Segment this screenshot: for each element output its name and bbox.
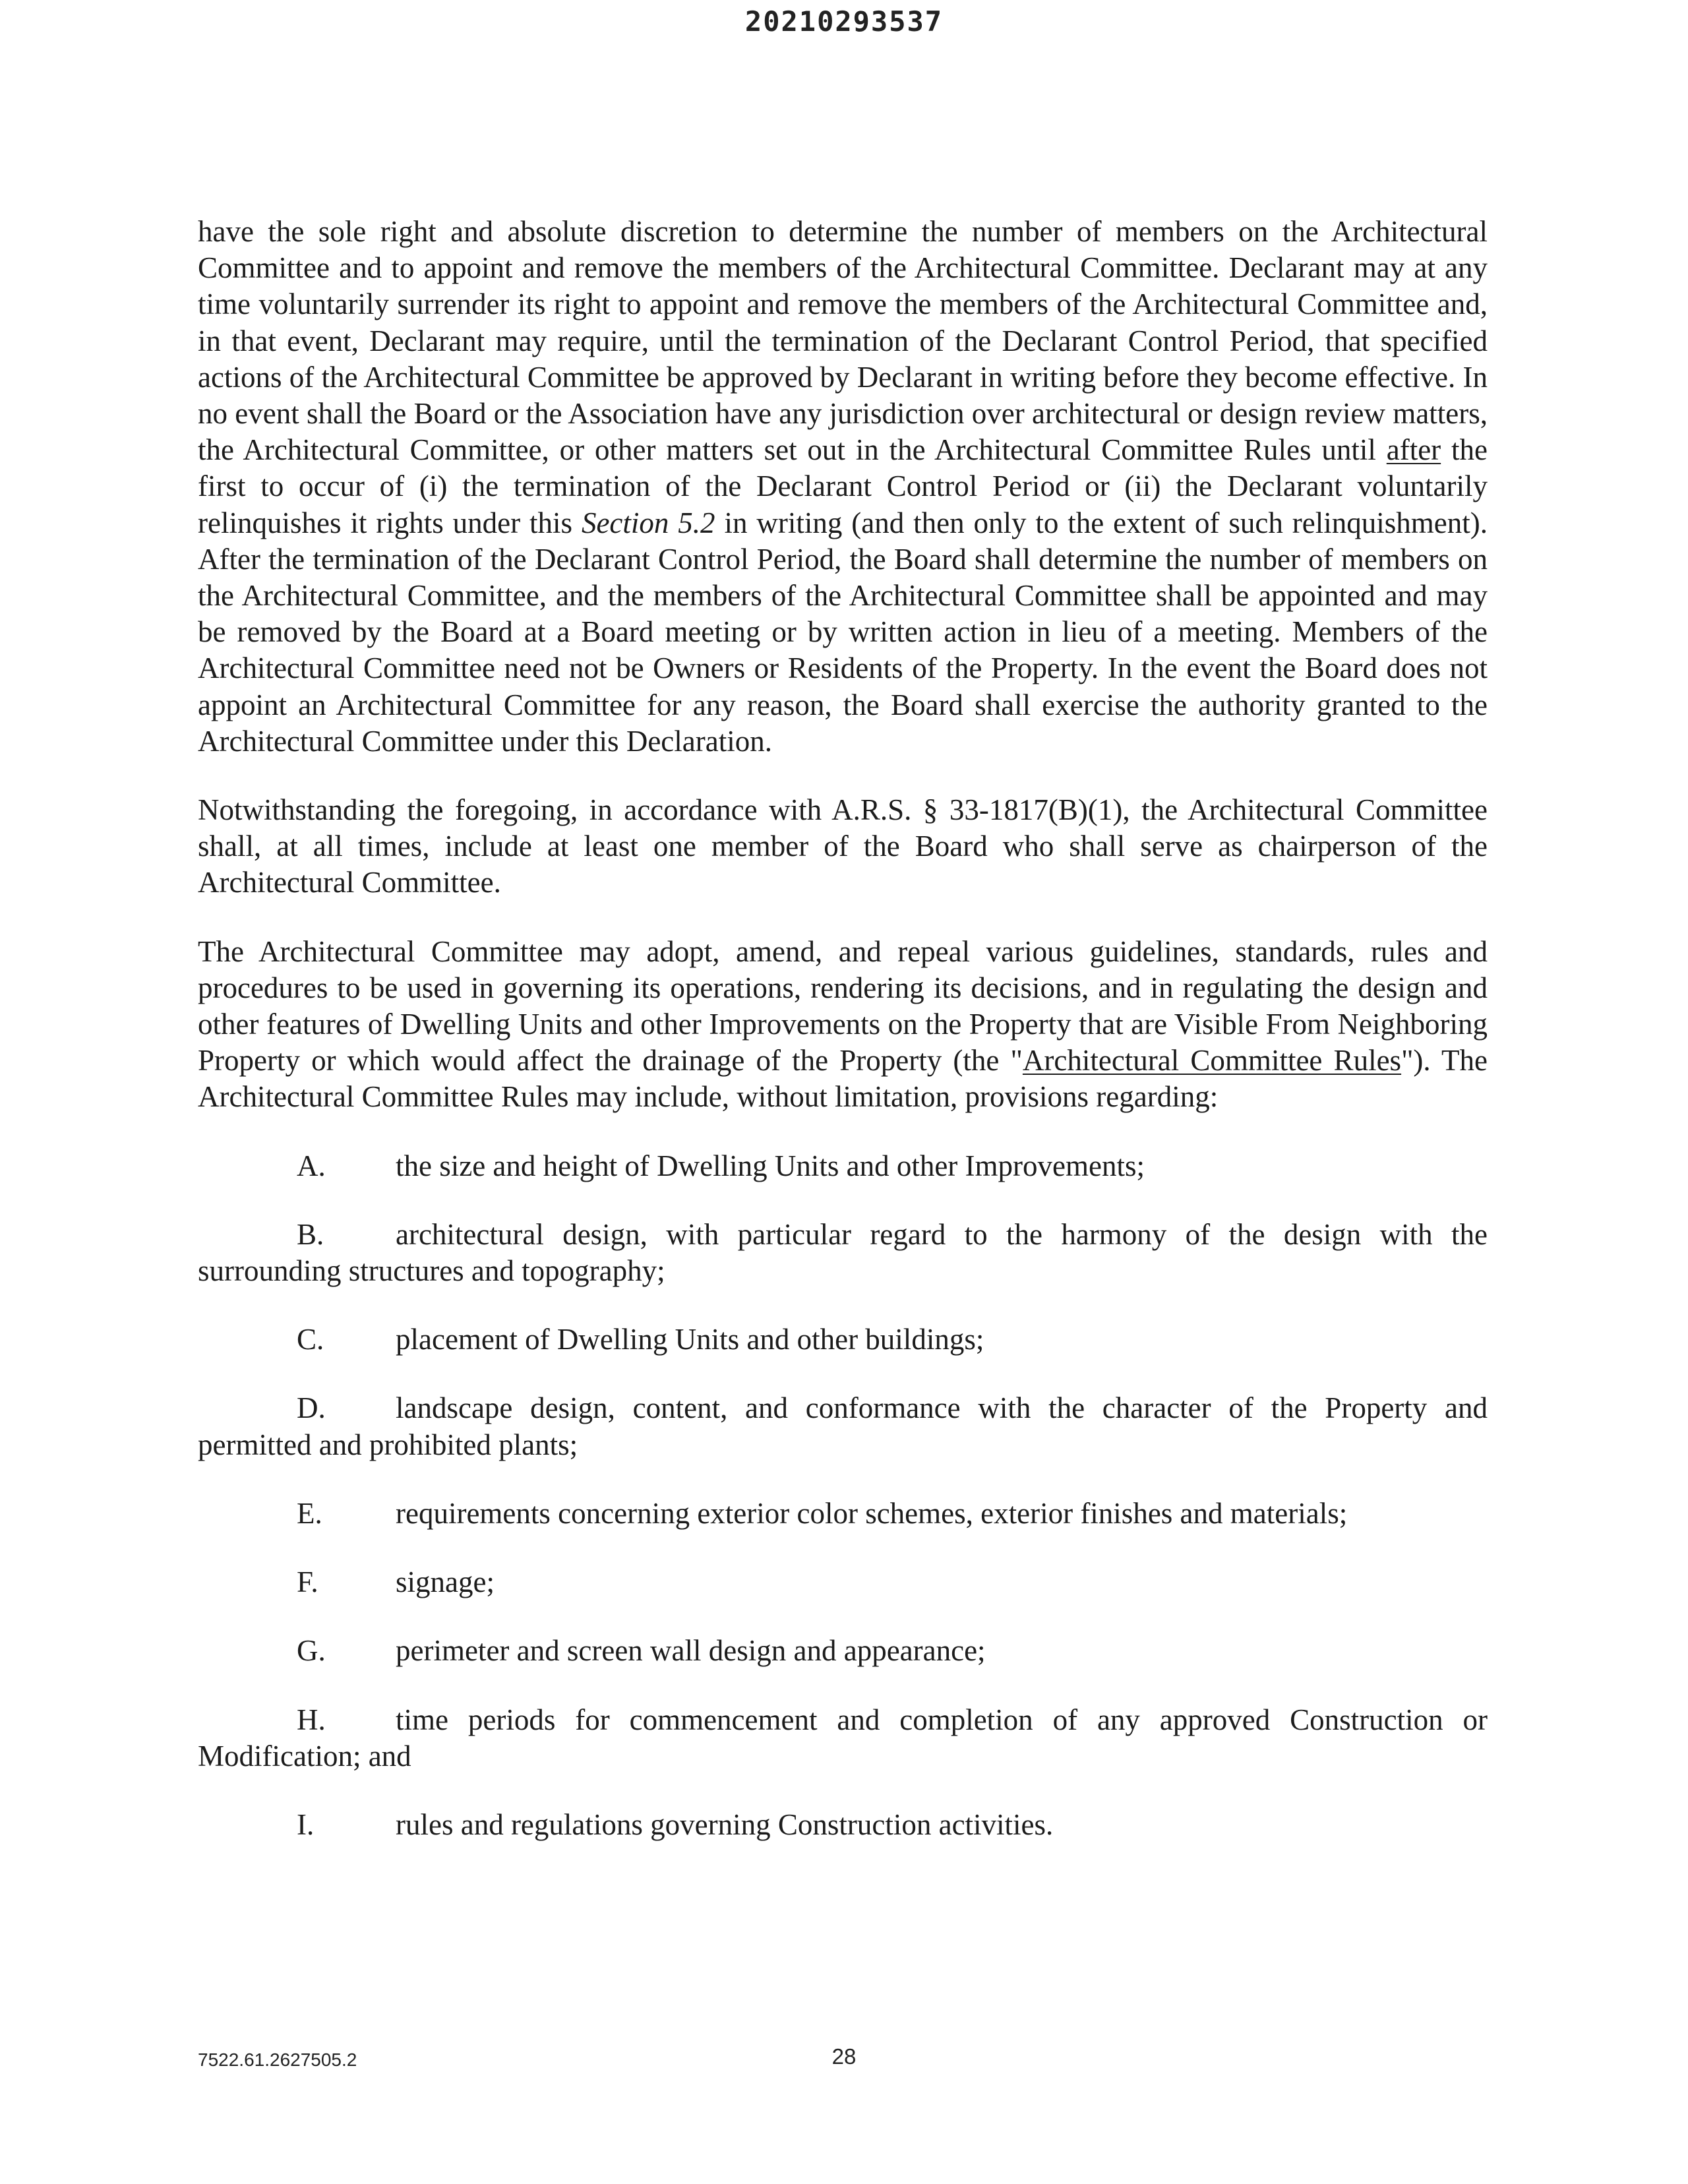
defined-term-architectural-committee-rules: Architectural Committee Rules: [1022, 1044, 1402, 1077]
list-item-letter: A.: [297, 1149, 326, 1182]
list-item-text: placement of Dwelling Units and other buildings;: [396, 1323, 984, 1356]
footer-document-id: 7522.61.2627505.2: [198, 2049, 357, 2070]
list-item-text: rules and regulations governing Construction activities.: [396, 1807, 1054, 1841]
list-item-letter: H.: [297, 1703, 326, 1736]
list-item-text: the size and height of Dwelling Units and other Improvements;: [396, 1149, 1145, 1182]
underlined-term-after: after: [1386, 433, 1441, 467]
paragraph-text: have the sole right and absolute discretion to determine the number of members on the Architectural Committee and to appoint and remove the members of the Architectural Committee. Declarant may at any time voluntarily surrender its right to appoint and remove the members of the Architectural Committee and, in that event, Declarant may require, until the termination of the Declarant Control Period, that specified actions of the Architectural Committee be approved by Declarant in writing before they become effective. In no event shall the Board or the Association have any jurisdiction over architectural or design review matters, the Architectural Committee, or other matters set out in the Architectural Committee Rules until: [198, 215, 1488, 467]
list-item: [198, 1148, 1488, 1184]
list-item-text: perimeter and screen wall design and appearance;: [396, 1634, 986, 1668]
list-item: [198, 1390, 1488, 1463]
list-item: [198, 1321, 1488, 1358]
document-body: [198, 214, 1488, 1875]
paragraph-text: "). The Architectural Committee Rules may include, without limitation, provisions regarding:: [198, 1044, 1488, 1114]
paragraph-text: The Architectural Committee may adopt, amend, and repeal various guidelines, standards, rules and procedures to be used in governing its operations, rendering its decisions, and in regulating the design and other features of Dwelling Units and other Improvements on the Property that are Visible From Neighboring Property or which would affect the drainage of the Property (the ": [198, 934, 1488, 1077]
list-item-letter: I.: [297, 1807, 315, 1841]
document-number: 20210293537: [744, 5, 944, 38]
paragraph-committee-appointment: [198, 214, 1488, 760]
list-item-text: architectural design, with particular regard to the harmony of the design with the surrounding structures and topography;: [198, 1217, 1488, 1288]
list-item-letter: B.: [297, 1217, 324, 1251]
list-item-letter: F.: [297, 1565, 318, 1599]
list-item: [198, 1807, 1488, 1843]
page-number: 28: [831, 2044, 857, 2069]
paragraph-text: the first to occur of (i) the termination of the Declarant Control Period or (ii) the Declarant voluntarily relinquishes it rights under this: [198, 433, 1488, 539]
list-item-letter: E.: [297, 1496, 322, 1530]
list-item-text: signage;: [396, 1565, 495, 1599]
paragraph-text: in writing (and then only to the extent of such relinquishment). After the termination of the Declarant Control Period, the Board shall determine the number of members on the Architectural Committee, and the members of the Architectural Committee shall be appointed and may be removed by the Board at a Board meeting or by written action in lieu of a meeting. Members of the Architectural Committee need not be Owners or Residents of the Property. In the event the Board does not appoint an Architectural Committee for any reason, the Board shall exercise the authority granted to the Architectural Committee under this Declaration.: [198, 506, 1488, 758]
section-reference: Section 5.2: [581, 506, 715, 539]
list-item: [198, 1217, 1488, 1289]
paragraph-notwithstanding: Notwithstanding the foregoing, in accordance with A.R.S. § 33-1817(B)(1), the Architectural Committee shall, at all times, include at least one member of the Board who shall serve as chairperson of the Architectural Committee.: [198, 793, 1488, 899]
list-item-letter: C.: [297, 1323, 324, 1356]
list-item-text: requirements concerning exterior color schemes, exterior finishes and materials;: [396, 1496, 1348, 1530]
list-item: [198, 1633, 1488, 1669]
list-item-text: time periods for commencement and completion of any approved Construction or Modification; and: [198, 1703, 1488, 1773]
list-item-letter: G.: [297, 1634, 326, 1668]
paragraph-committee-rules: [198, 934, 1488, 1116]
list-item-letter: D.: [297, 1391, 326, 1425]
list-item: [198, 1496, 1488, 1532]
list-item: [198, 1702, 1488, 1774]
list-item: [198, 1564, 1488, 1600]
list-item-text: landscape design, content, and conformance with the character of the Property and permitted and prohibited plants;: [198, 1391, 1488, 1461]
